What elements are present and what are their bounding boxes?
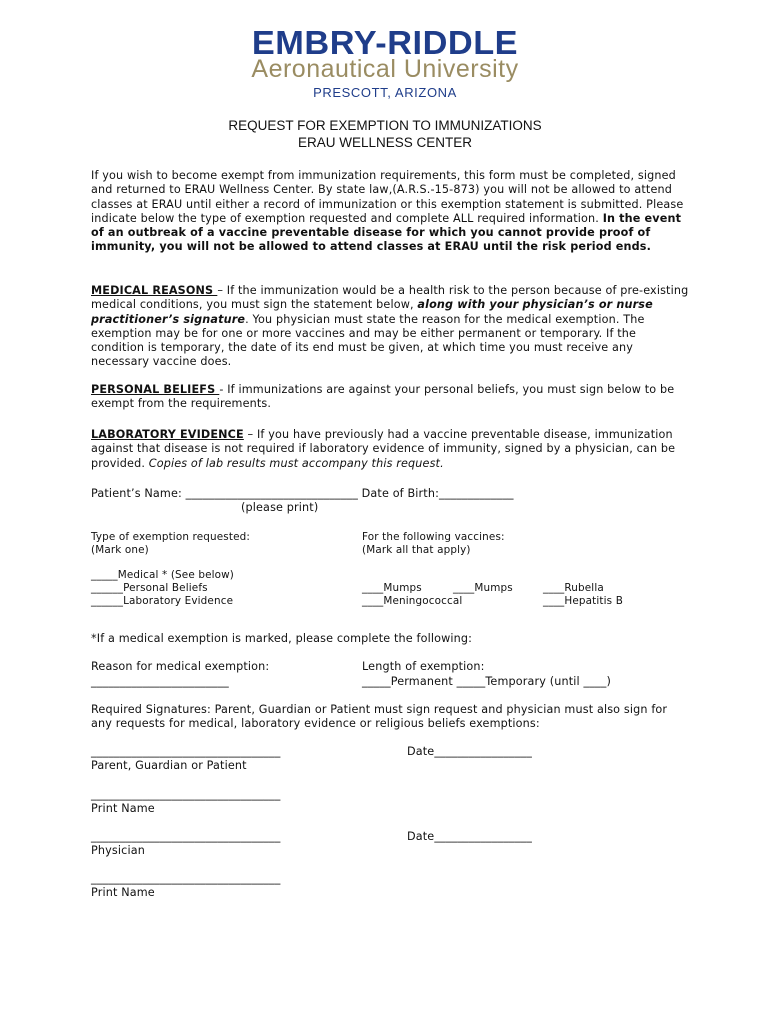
personal-beliefs-text: - If immunizations are against your personal beliefs, you must sign below to be exempt from the requirements.	[91, 383, 675, 411]
length-options[interactable]: _____Permanent _____Temporary (until ____)	[362, 675, 611, 688]
outbreak-warning: In the event of an outbreak of a vaccine preventable disease for which you cannot provide proof of immunity, you will not be allowed to attend classes at ERAU until the risk period ends.	[91, 211, 682, 254]
physician-signature-label: Physician	[91, 844, 145, 857]
patient-name-line[interactable]: Patient’s Name: ______________________________ Date of Birth:_____________	[91, 487, 514, 500]
reason-label: Reason for medical exemption:	[91, 660, 270, 673]
medical-emphasis: along with your physician’s or nurse practitioner’s signature	[91, 298, 653, 326]
vaccines-label: For the following vaccines:	[362, 531, 505, 543]
physician-signature-date[interactable]: Date_________________	[407, 830, 532, 843]
intro-paragraph	[91, 169, 691, 255]
length-label: Length of exemption:	[362, 660, 485, 673]
vaccine-mumps-1[interactable]: ____Mumps	[362, 582, 422, 594]
parent-signature-line[interactable]: _________________________________	[91, 745, 281, 758]
laboratory-evidence-text: – If you have previously had a vaccine preventable disease, immunization against that disease is not required if laboratory evidence of immunity, signed by a physician, can be provided.	[91, 428, 676, 470]
personal-beliefs-heading: PERSONAL BELIEFS	[91, 383, 220, 396]
medical-reasons-heading: MEDICAL REASONS	[91, 284, 218, 297]
option-laboratory-evidence[interactable]: ______Laboratory Evidence	[91, 595, 234, 607]
personal-beliefs-paragraph	[91, 383, 691, 412]
university-logo-subtitle: Aeronautical University	[251, 55, 519, 83]
vaccine-rubella[interactable]: ____Rubella	[543, 582, 604, 594]
vaccine-meningococcal[interactable]: ____Meningococcal	[362, 595, 463, 607]
vaccine-mumps-2[interactable]: ____Mumps	[453, 582, 513, 594]
form-title: REQUEST FOR EXEMPTION TO IMMUNIZATIONS	[228, 118, 542, 133]
signatures-intro: Required Signatures: Parent, Guardian or Patient must sign request and physician must also sign for any requests for medical, laboratory evidence or religious beliefs exemptions:	[91, 703, 668, 731]
reason-field[interactable]: ________________________	[91, 675, 229, 688]
intro-text: If you wish to become exempt from immunization requirements, this form must be completed, signed and returned to ERAU Wellness Center. By state law,(A.R.S.-15-873) you will not be allowed to attend classes at ERAU until either a record of immunization or this exemption statement is submitted. Please indicate below the type of exemption requested and complete ALL required information.	[91, 169, 684, 225]
university-logo-wordmark: EMBRY-RIDDLE	[251, 24, 519, 61]
medical-reasons-paragraph	[91, 284, 691, 370]
parent-print-name-label: Print Name	[91, 802, 155, 815]
vaccine-hepatitis-b[interactable]: ____Hepatitis B	[543, 595, 623, 607]
medical-followup-note: *If a medical exemption is marked, please complete the following:	[91, 632, 473, 645]
physician-print-name-label: Print Name	[91, 886, 155, 899]
parent-signature-date[interactable]: Date_________________	[407, 745, 532, 758]
please-print-hint: (please print)	[241, 501, 319, 514]
medical-text-1: – If the immunization would be a health risk to the person because of pre-existing medical conditions, you must sign the statement below,	[91, 284, 689, 312]
form-subtitle: ERAU WELLNESS CENTER	[297, 135, 473, 150]
university-logo-location: PRESCOTT, ARIZONA	[313, 85, 457, 100]
physician-signature-line[interactable]: _________________________________	[91, 830, 281, 843]
parent-print-name-line[interactable]: _________________________________	[91, 788, 281, 801]
laboratory-evidence-note: Copies of lab results must accompany this request.	[148, 456, 444, 470]
physician-print-name-line[interactable]: _________________________________	[91, 872, 281, 885]
vaccines-hint: (Mark all that apply)	[362, 544, 471, 556]
parent-signature-label: Parent, Guardian or Patient	[91, 759, 247, 772]
laboratory-evidence-paragraph	[91, 428, 691, 471]
laboratory-evidence-heading: LABORATORY EVIDENCE	[91, 428, 244, 441]
option-medical[interactable]: _____Medical * (See below)	[91, 569, 235, 581]
exemption-type-label: Type of exemption requested:	[91, 531, 251, 543]
exemption-type-hint: (Mark one)	[91, 544, 149, 556]
option-personal-beliefs[interactable]: ______Personal Beliefs	[91, 582, 208, 594]
medical-text-2: . You physician must state the reason for the medical exemption. The exemption may be for one or more vaccines and may be either permanent or temporary. If the condition is temporary, the date of its end must be given, at which time you must receive any necessary vaccine does.	[91, 312, 645, 369]
